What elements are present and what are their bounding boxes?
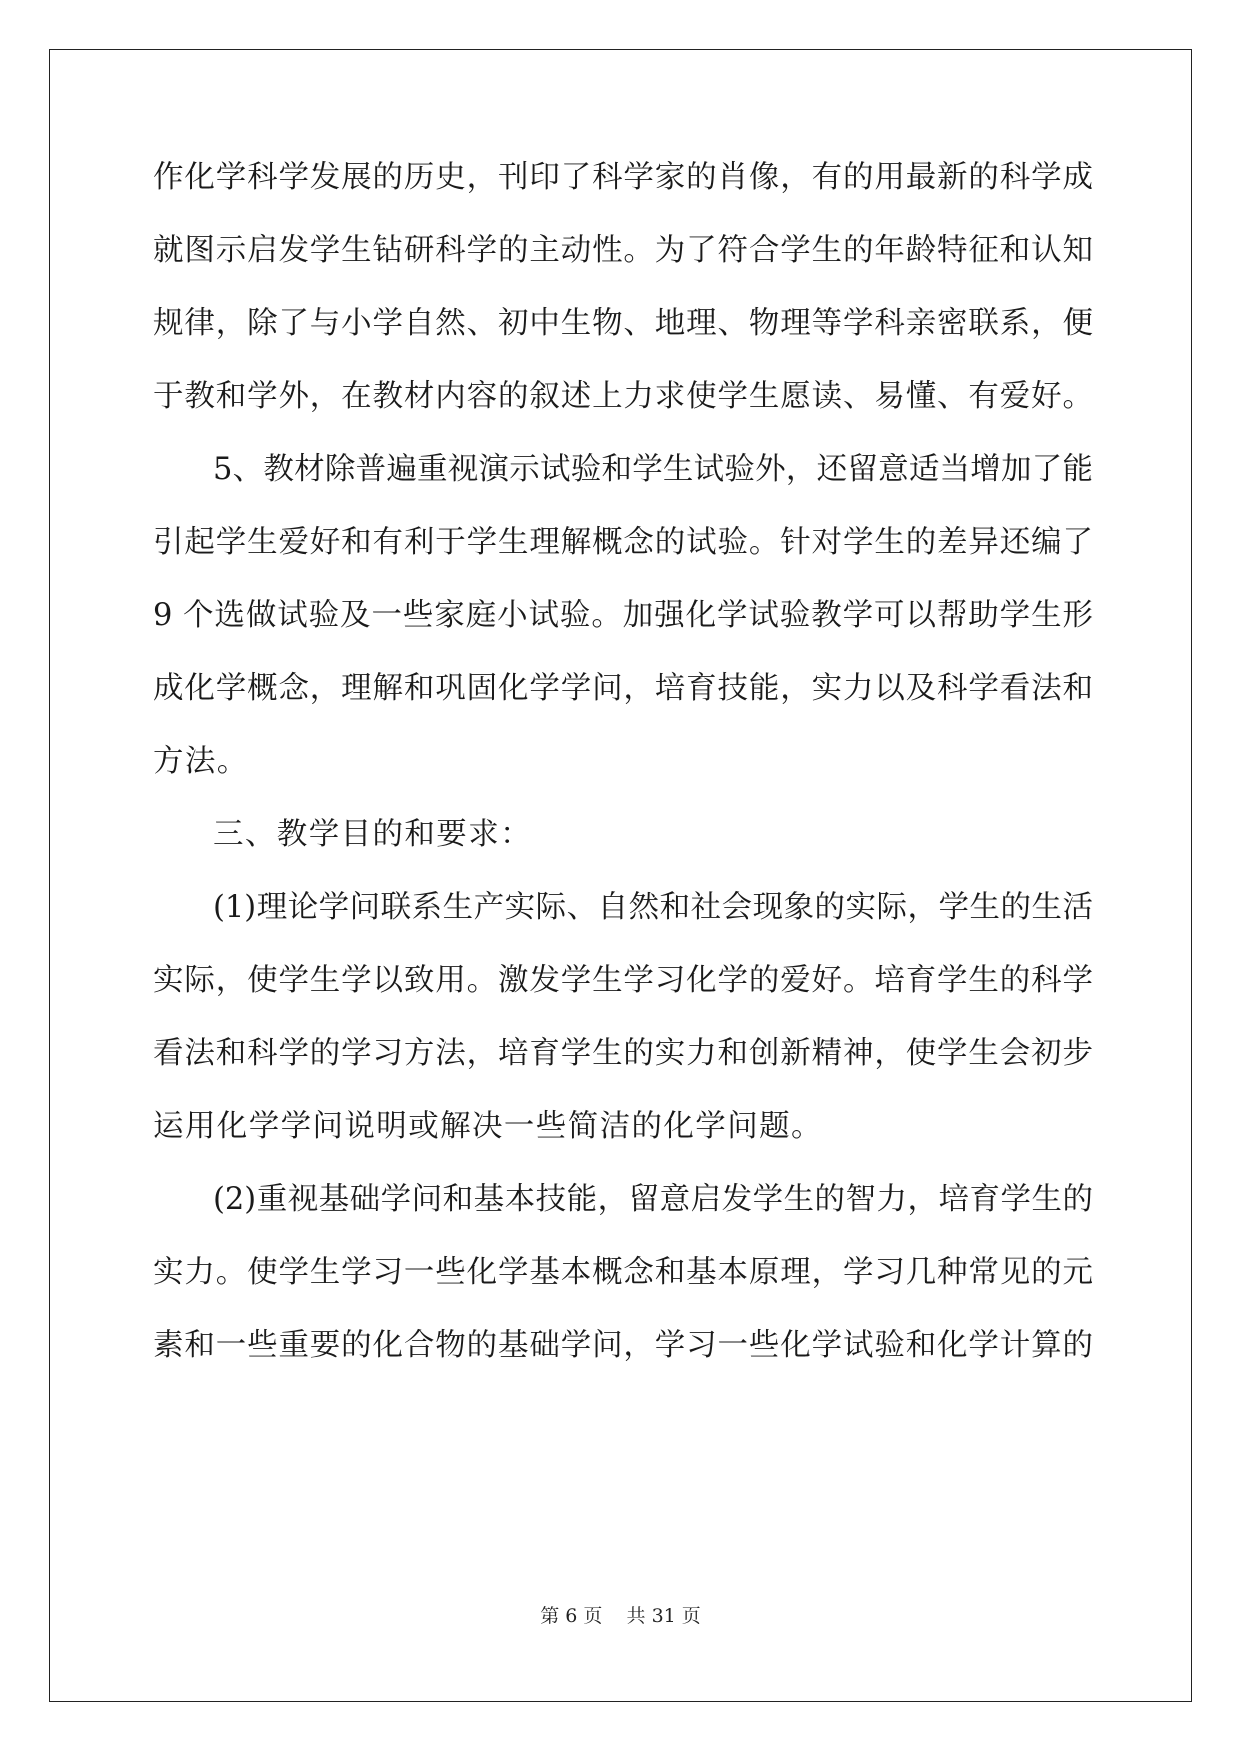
body-line: 作化学科学发展的历史，刊印了科学家的肖像，有的用最新的科学成 — [153, 160, 1093, 195]
paragraph-first-line: (2)重视基础学问和基本技能，留意启发学生的智力，培育学生的 — [213, 1182, 1093, 1217]
body-line: 于教和学外，在教材内容的叙述上力求使学生愿读、易懂、有爱好。 — [153, 379, 1093, 414]
body-line: 引起学生爱好和有利于学生理解概念的试验。针对学生的差异还编了 — [153, 525, 1093, 560]
body-line: 素和一些重要的化合物的基础学问，学习一些化学试验和化学计算的 — [153, 1328, 1093, 1363]
body-line: 运用化学学问说明或解决一些简洁的化学问题。 — [153, 1109, 823, 1144]
body-line: 方法。 — [153, 744, 249, 779]
body-line: 就图示启发学生钻研科学的主动性。为了符合学生的年龄特征和认知 — [153, 233, 1093, 268]
body-line: 实际，使学生学以致用。激发学生学习化学的爱好。培育学生的科学 — [153, 963, 1093, 998]
body-line: 9 个选做试验及一些家庭小试验。加强化学试验教学可以帮助学生形 — [153, 598, 1093, 633]
page-number-footer: 第 6 页 共 31 页 — [540, 1605, 701, 1627]
body-line: 规律，除了与小学自然、初中生物、地理、物理等学科亲密联系，便 — [153, 306, 1093, 341]
paragraph-first-line: 5、教材除普遍重视演示试验和学生试验外，还留意适当增加了能 — [213, 452, 1093, 487]
page-border — [49, 49, 1192, 1702]
paragraph-first-line: (1)理论学问联系生产实际、自然和社会现象的实际，学生的生活 — [213, 890, 1093, 925]
section-heading: 三、教学目的和要求： — [213, 817, 532, 852]
body-line: 实力。使学生学习一些化学基本概念和基本原理，学习几种常见的元 — [153, 1255, 1093, 1290]
body-line: 成化学概念，理解和巩固化学学问，培育技能，实力以及科学看法和 — [153, 671, 1093, 706]
body-line: 看法和科学的学习方法，培育学生的实力和创新精神，使学生会初步 — [153, 1036, 1093, 1071]
